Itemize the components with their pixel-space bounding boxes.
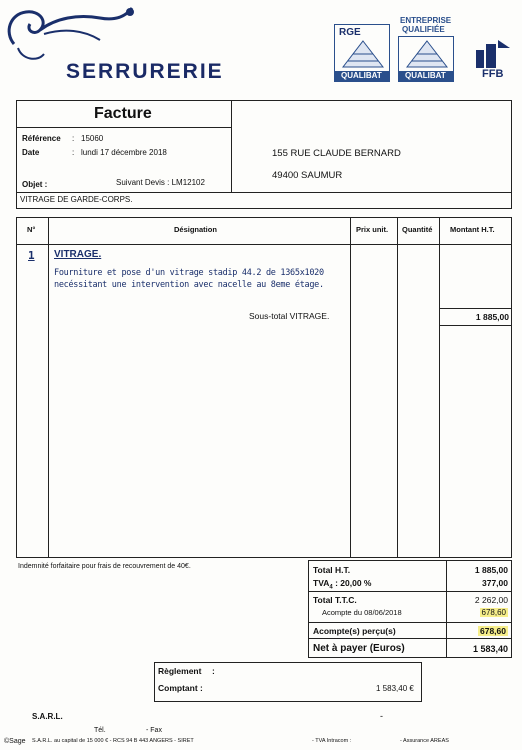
net-a-payer-value: 1 583,40 bbox=[472, 644, 508, 654]
table-header-divider bbox=[16, 244, 512, 245]
header-num: N° bbox=[27, 225, 36, 234]
address-line1: 155 RUE CLAUDE BERNARD bbox=[272, 148, 401, 159]
pyramid-icon bbox=[341, 39, 385, 69]
qualifiee-label: QUALIFIÉE bbox=[402, 25, 445, 34]
footer-tva-intra: - TVA Intracom : bbox=[312, 738, 352, 744]
col-divider-num bbox=[48, 217, 49, 558]
tva-text: TVA bbox=[313, 578, 330, 588]
date-value: lundi 17 décembre 2018 bbox=[81, 148, 167, 157]
objet-label: Objet : bbox=[22, 180, 48, 189]
net-a-payer-label: Net à payer (Euros) bbox=[313, 643, 405, 654]
date-label: Date bbox=[22, 148, 40, 157]
acompte-label: Acompte du 08/06/2018 bbox=[322, 608, 402, 617]
reglement-colon: : bbox=[212, 666, 215, 676]
address-line2: 49400 SAUMUR bbox=[272, 170, 343, 181]
subtotal-value: 1 885,00 bbox=[475, 312, 509, 322]
invoice-title: Facture bbox=[94, 105, 152, 122]
entreprise-label: ENTREPRISE bbox=[400, 16, 452, 25]
ffb-label: FFB bbox=[482, 68, 504, 80]
footer-tel: Tél. bbox=[94, 727, 106, 734]
footer-sarl: S.A.R.L. bbox=[32, 712, 63, 721]
pyramid-icon bbox=[405, 39, 449, 69]
acomptes-percus-value: 678,60 bbox=[480, 626, 506, 636]
item-title: VITRAGE. bbox=[54, 249, 102, 260]
total-ht-label: Total H.T. bbox=[313, 565, 351, 575]
tva-subscript: 4 bbox=[329, 584, 333, 591]
reglement-label: Règlement bbox=[158, 666, 202, 676]
header-montant: Montant H.T. bbox=[450, 225, 495, 234]
footer-fax: - Fax bbox=[146, 727, 162, 734]
footer-sage: ©Sage bbox=[4, 738, 26, 745]
qualibat-label: QUALIBAT bbox=[405, 71, 446, 80]
acompte-value: 678,60 bbox=[481, 608, 506, 617]
tva-value: 377,00 bbox=[482, 578, 508, 588]
item-number: 1 bbox=[28, 249, 35, 262]
rge-qualibat-logo bbox=[334, 24, 390, 82]
header-quantite: Quantité bbox=[402, 225, 433, 234]
indemnite-note: Indemnité forfaitaire pour frais de recouvrement de 40€. bbox=[18, 563, 191, 570]
qualibat-label: QUALIBAT bbox=[341, 71, 382, 80]
total-ttc-label: Total T.T.C. bbox=[313, 595, 357, 605]
date-colon: : bbox=[72, 148, 75, 157]
reference-value: 15060 bbox=[81, 134, 104, 143]
col-divider-designation bbox=[350, 217, 351, 558]
totals-divider-acompte bbox=[308, 622, 512, 623]
col-divider-prix bbox=[397, 217, 398, 558]
company-logo-swirl-icon bbox=[4, 4, 144, 66]
comptant-label: Comptant : bbox=[158, 683, 203, 693]
totals-col-divider bbox=[446, 560, 447, 658]
comptant-value: 1 583,40 € bbox=[376, 684, 414, 693]
totals-divider-net bbox=[308, 638, 512, 639]
header-prix: Prix unit. bbox=[356, 225, 389, 234]
total-ttc-value: 2 262,00 bbox=[474, 595, 508, 605]
col-divider-quantite bbox=[439, 217, 440, 558]
reference-label: Référence bbox=[22, 134, 61, 143]
tva-label bbox=[313, 578, 371, 591]
total-ht-value: 1 885,00 bbox=[474, 565, 508, 575]
reference-colon: : bbox=[72, 134, 75, 143]
rge-label: RGE bbox=[339, 27, 361, 38]
acomptes-percus-label: Acompte(s) perçu(s) bbox=[313, 626, 396, 636]
devis-reference: Suivant Devis : LM12102 bbox=[116, 178, 205, 187]
header-designation: Désignation bbox=[174, 225, 217, 234]
ffb-building-icon bbox=[470, 40, 514, 68]
footer-assurance: - Assurance AREAS bbox=[400, 738, 449, 744]
tva-rate: : 20,00 % bbox=[332, 578, 372, 588]
item-description-line1: Fourniture et pose d'un vitrage stadip 44.2 de 1365x1020 bbox=[54, 268, 324, 278]
item-description-line2: necéssitant une intervention avec nacelle au 8eme étage. bbox=[54, 280, 324, 290]
subject-text: VITRAGE DE GARDE-CORPS. bbox=[20, 195, 133, 204]
company-name: SERRURERIE bbox=[66, 60, 224, 83]
qualibat-logo bbox=[398, 36, 454, 82]
footer-dash: - bbox=[380, 711, 383, 721]
totals-divider-ttc bbox=[308, 591, 512, 592]
footer-legal: S.A.R.L. au capital de 15 000 € - RCS 94 B 443 ANGERS - SIRET bbox=[32, 738, 194, 744]
subtotal-label: Sous-total VITRAGE. bbox=[249, 311, 330, 321]
